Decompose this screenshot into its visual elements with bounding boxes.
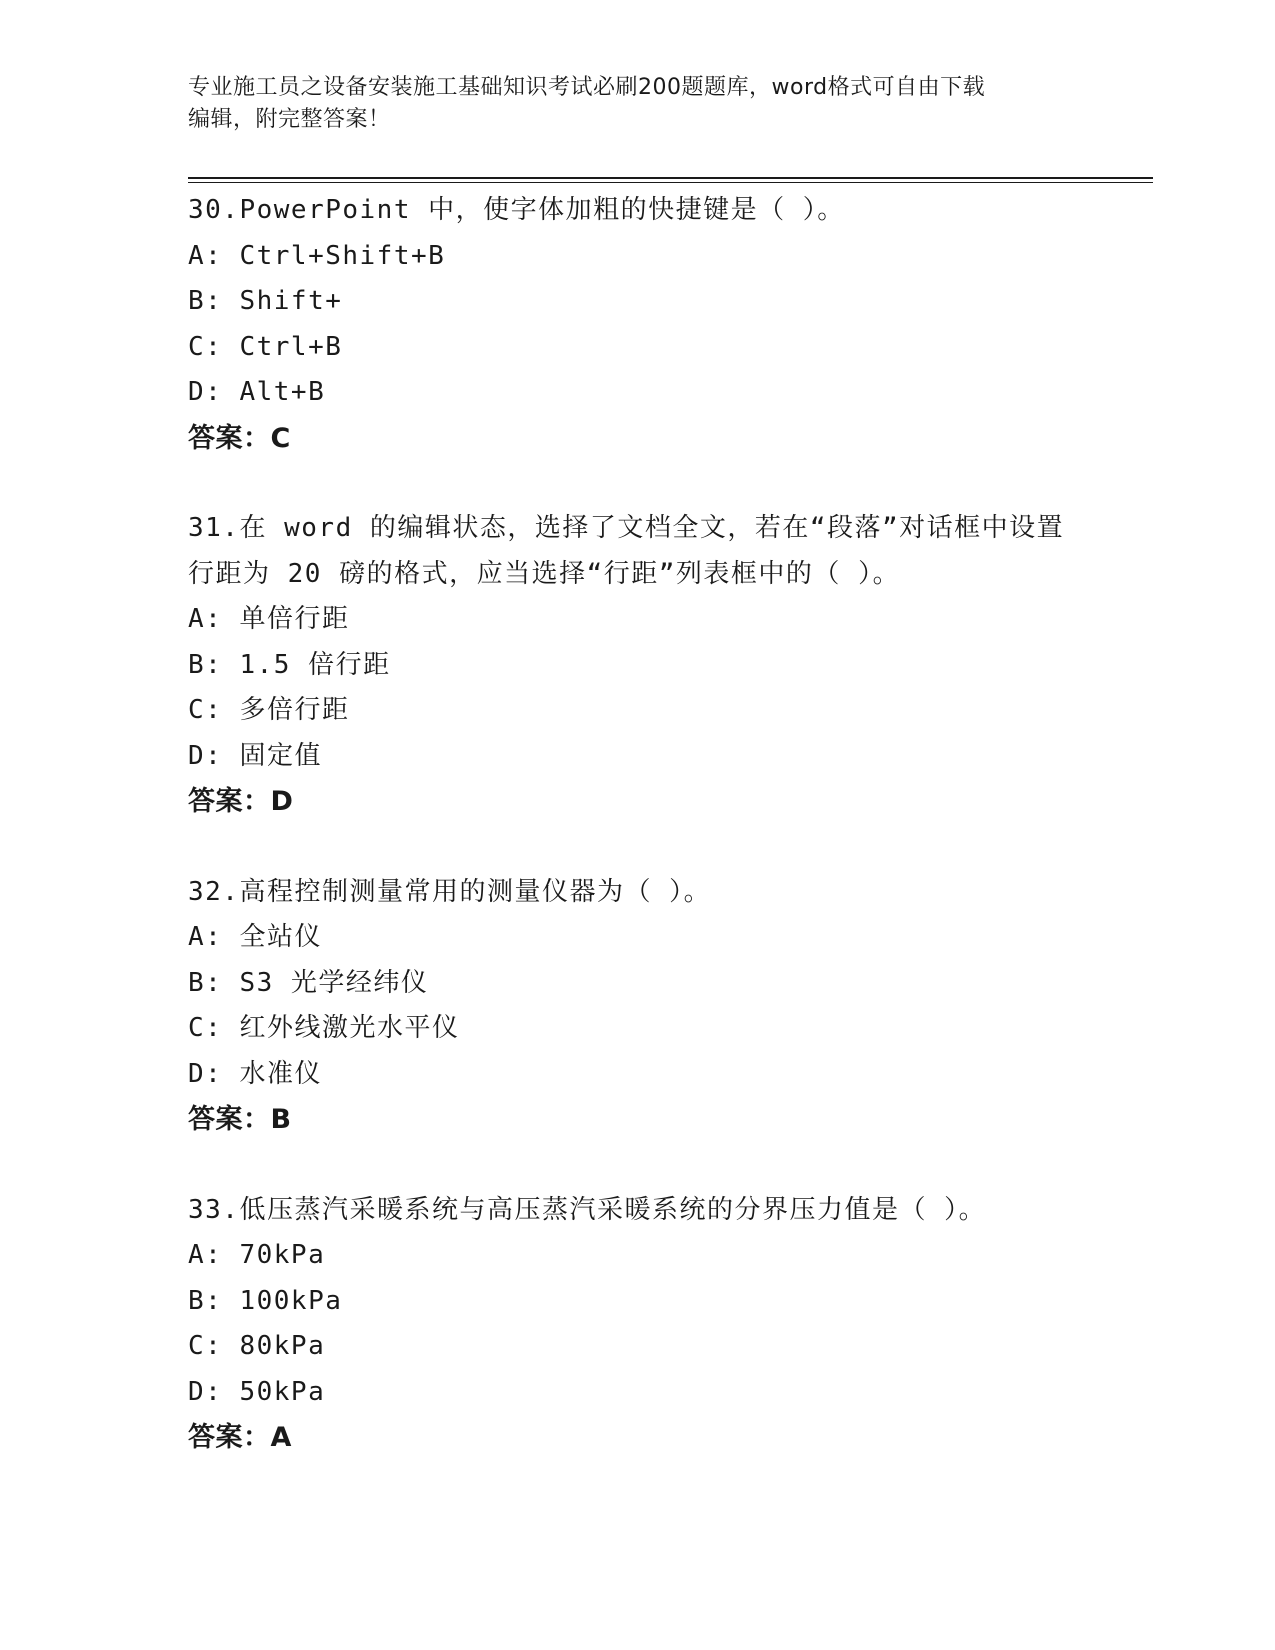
- option-d: D: Alt+B: [188, 377, 326, 407]
- option-a: A: 70kPa: [188, 1240, 326, 1270]
- question-30: [188, 188, 1068, 461]
- question-text: 32.高程控制测量常用的测量仪器为（ ）。: [188, 876, 712, 907]
- question-text: 31.在 word 的编辑状态，选择了文档全文，若在“段落”对话框中设置行距为 20 磅的格式，应当选择“行距”列表框中的（ ）。: [188, 513, 1065, 589]
- option-a: A: 单倍行距: [188, 604, 350, 634]
- option-d: D: 固定值: [188, 740, 322, 771]
- option-a: A: 全站仪: [188, 922, 322, 952]
- question-31: [188, 506, 1068, 825]
- option-c: C: 红外线激光水平仪: [188, 1013, 460, 1043]
- question-text: 33.低压蒸汽采暖系统与高压蒸汽采暖系统的分界压力值是（ ）。: [188, 1194, 987, 1225]
- answer-label: 答案：D: [188, 786, 294, 817]
- header-line-2: 编辑，附完整答案！: [188, 107, 391, 132]
- option-b: B: Shift+: [188, 286, 343, 316]
- question-list: [188, 188, 1068, 1506]
- header-line-1: 专业施工员之设备安装施工基础知识考试必刷200题题库，word格式可自由下载: [188, 75, 986, 100]
- option-d: D: 50kPa: [188, 1376, 326, 1407]
- option-c: C: Ctrl+B: [188, 331, 343, 362]
- option-c: C: 80kPa: [188, 1331, 326, 1361]
- option-b: B: 1.5 倍行距: [188, 649, 391, 680]
- answer-label: 答案：A: [188, 1422, 292, 1453]
- header-divider-thick: [188, 177, 1153, 179]
- option-c: C: 多倍行距: [188, 695, 350, 725]
- header-divider-thin: [188, 182, 1153, 183]
- option-a: A: Ctrl+Shift+B: [188, 240, 446, 271]
- option-d: D: 水准仪: [188, 1058, 322, 1089]
- answer-label: 答案：C: [188, 422, 291, 454]
- answer-label: 答案：B: [188, 1104, 292, 1135]
- question-32: [188, 870, 1068, 1143]
- option-b: B: S3 光学经纬仪: [188, 967, 429, 998]
- question-33: [188, 1188, 1068, 1461]
- question-text: 30.PowerPoint 中，使字体加粗的快捷键是（ ）。: [188, 195, 845, 225]
- option-b: B: 100kPa: [188, 1285, 343, 1316]
- document-header: [188, 72, 1068, 136]
